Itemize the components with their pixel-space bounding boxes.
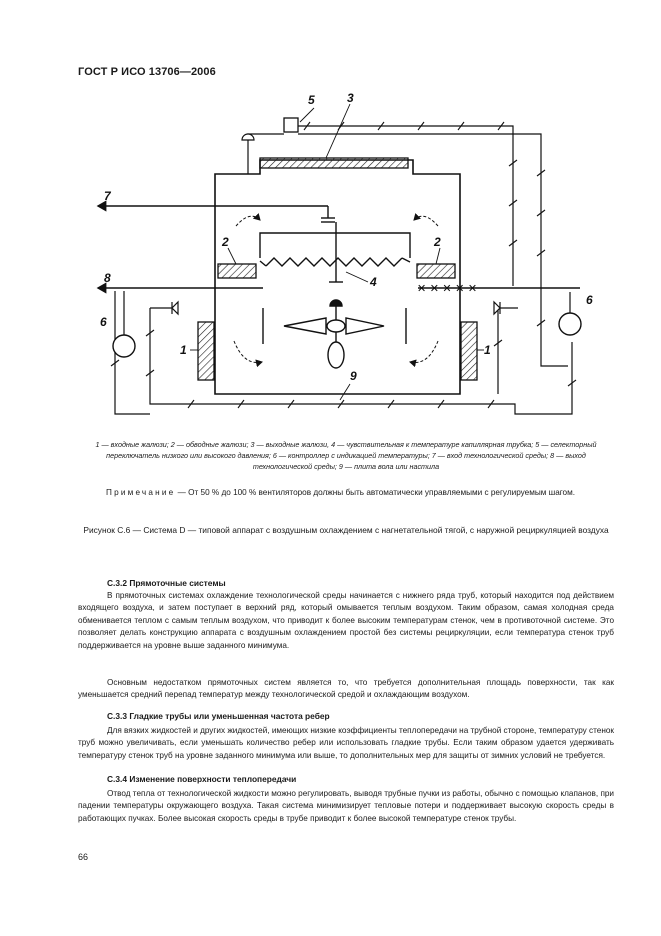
callout-7: 7 (104, 189, 111, 203)
heading-c32: С.3.2 Прямоточные системы (107, 578, 226, 588)
controller-left (113, 335, 135, 357)
inlet-louvre-left (198, 322, 214, 380)
pressure-valve (242, 134, 254, 140)
paragraph-c33-1: Для вязких жидкостей и других жидкостей, имеющих низкие коэффициенты теплопередачи на трубной стороне, температуру стенок труб можно увеличивать, если уменьшать количество ребер или использовать гладкие трубы. Если таким образом удается удерживать температуру стенок труб на уровне заданного минимума или выше, то дополнительных мер для защиты от зимних условий не требуется. (78, 726, 614, 760)
process-outlet-line (98, 282, 580, 295)
figure-caption: Рисунок С.6 — Система D — типовой аппарат с воздушным охлаждением с нагнетательной тягой, с наружной рециркуляцией воздуха (83, 525, 609, 535)
figure-note (78, 487, 614, 499)
callout-8: 8 (104, 271, 111, 285)
diagram-svg (88, 86, 608, 426)
callout-3: 3 (347, 91, 354, 105)
callout-2-left: 2 (222, 235, 229, 249)
paragraph-c32-1: В прямоточных системах охлаждение технологической среды начинается с нижнего ряда труб, который находится под действием входящего воздуха, и затем поступает в верхний ряд, который омывается теплым воздухом. Таким образом, самая холодная среда обменивается теплом с самым теплым воздухом, что приводит к более высоким температурам стенок, чем в противоточной системе. Это позволяет делать конструкцию аппарата с воздушным охлаждением простой без системы рециркуляции, если температура стенок труб поддерживается на уровне выше заданного минимума. (78, 591, 614, 650)
document-header: ГОСТ Р ИСО 13706—2006 (78, 66, 216, 78)
callout-6-right: 6 (586, 293, 593, 307)
outlet-louvre (260, 158, 408, 168)
callout-1-left: 1 (180, 343, 187, 357)
controller-right (559, 313, 581, 335)
paragraph-c32-2: Основным недостатком прямоточных систем является то, что требуется дополнительная площадь поверхности, так как уменьшается средний перепад температур между технологической средой и охлаждающим воздухом. (78, 678, 614, 700)
actuator-right (494, 302, 500, 314)
bypass-louvre-right (417, 264, 455, 278)
fan (263, 300, 406, 368)
note-text: — От 50 % до 100 % вентиляторов должны быть автоматически управляемыми с регулируемым шагом. (175, 488, 576, 497)
actuator-left (172, 302, 178, 314)
process-inlet-line (98, 206, 335, 222)
callout-6-left: 6 (100, 315, 107, 329)
page-number: 66 (78, 852, 89, 862)
paragraph-c34-1: Отвод тепла от технологической жидкости можно регулировать, выводя трубные пучки из работы, обычно с помощью клапанов, при падении температуры окружающего воздуха. Такая система минимизирует тепловые потери и поддерживает высокую скорость среды в работающих пучках. Более высокая скорость среды в трубе приводит к более высокой температуре стенок трубы. (78, 789, 614, 823)
heading-c34: С.3.4 Изменение поверхности теплопередачи (107, 774, 297, 784)
selector-switch (284, 118, 298, 132)
svg-text:✕ ✕ ✕ ✕ ✕: ✕ ✕ ✕ ✕ ✕ (417, 282, 478, 295)
control-lines (115, 126, 572, 414)
callout-2-right: 2 (434, 235, 441, 249)
inlet-louvre-right (461, 322, 477, 380)
callout-5: 5 (308, 93, 315, 107)
callout-1-right: 1 (484, 343, 491, 357)
heading-c33: С.3.3 Гладкие трубы или уменьшенная частота ребер (107, 711, 330, 721)
callout-9: 9 (350, 369, 357, 383)
callout-4: 4 (370, 275, 377, 289)
bypass-louvre-left (218, 264, 256, 278)
note-lead: Примечание (106, 488, 176, 497)
system-d-diagram (88, 86, 608, 426)
figure-legend: 1 — входные жалюзи; 2 — обводные жалюзи; 3 — выходные жалюзи, 4 — чувствительная к температуре капиллярная трубка; 5 — селекторный переключатель низкого или высокого давления; 6 — контроллер с индикацией температуры; 7 — вход технологической среды; 8 — выход технологической среды; 9 — плита вола или настила (95, 440, 597, 471)
tube-bundle (260, 222, 410, 282)
